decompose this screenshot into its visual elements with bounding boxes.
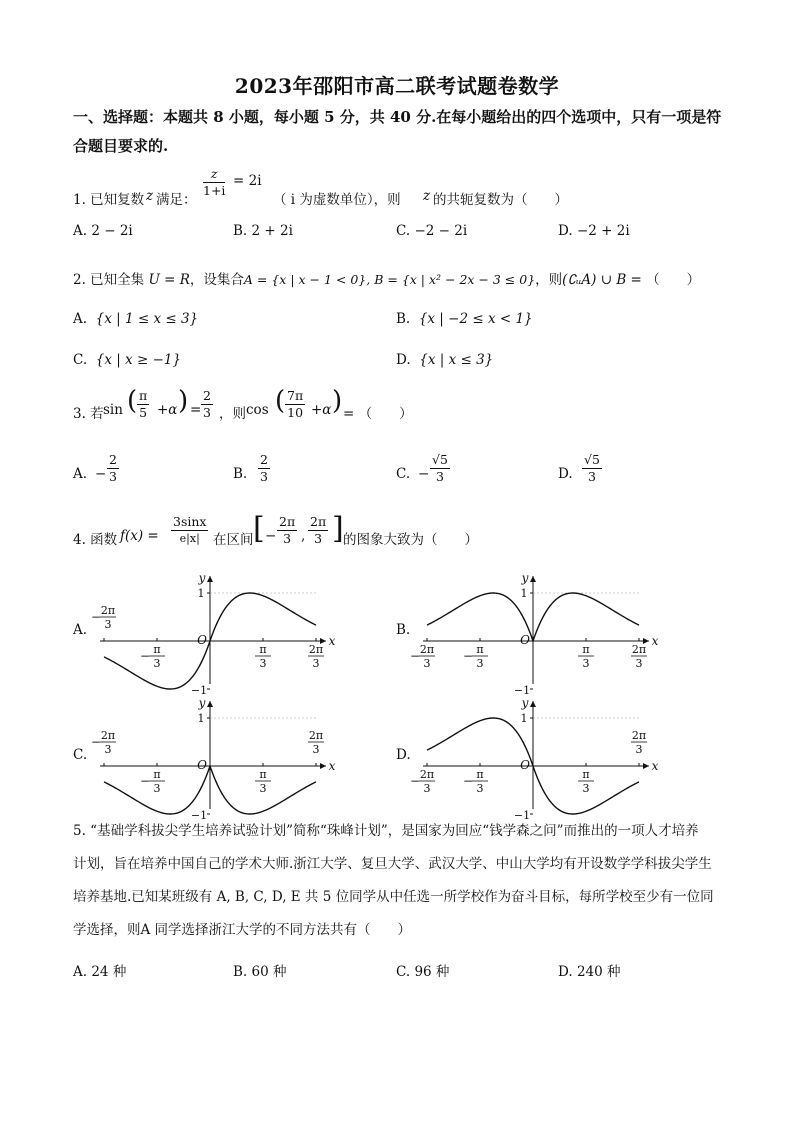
q4-fx: f(x) = bbox=[120, 528, 159, 544]
q1-frac-numerator: z bbox=[203, 166, 225, 183]
tick-denominator: 3 bbox=[476, 657, 484, 670]
graph-d-plot bbox=[410, 696, 659, 822]
option-text: 2 + 2i bbox=[251, 223, 293, 239]
q2-prefix: 2. 已知全集 bbox=[73, 272, 145, 288]
page-title: 2023年邵阳市高二联考试题卷数学 bbox=[234, 74, 560, 98]
q4-option-a-label[interactable]: A. bbox=[73, 622, 88, 638]
option-label: A. bbox=[73, 466, 88, 482]
tick-numerator: 2π bbox=[631, 729, 647, 742]
x-axis-arrow bbox=[320, 763, 326, 769]
tick-numerator: 2π bbox=[419, 643, 435, 656]
y-tick-label-neg1: −1 bbox=[513, 684, 531, 697]
tick-numerator: π bbox=[259, 768, 267, 781]
frac-denominator: e|x| bbox=[179, 532, 200, 545]
x-tick-label-pi3 bbox=[255, 768, 271, 795]
tick-numerator: 2π bbox=[308, 643, 324, 656]
tick-denominator: 3 bbox=[582, 657, 590, 670]
q2-sets: A = {x | x − 1 < 0}, B = {x | x² − 2x − 3 ≤ 0} bbox=[243, 272, 536, 287]
option-text: −2 − 2i bbox=[414, 223, 468, 239]
frac-numerator: 2π bbox=[279, 514, 296, 529]
x-tick-label-neg-pi3 bbox=[140, 643, 165, 670]
x-tick-label-neg-2pi3 bbox=[410, 768, 435, 795]
tick-numerator: π bbox=[259, 643, 267, 656]
q3-cos: cos bbox=[246, 402, 269, 418]
y-tick-label-neg1: −1 bbox=[190, 809, 208, 822]
option-fraction bbox=[582, 452, 602, 485]
q5-line-3: 培养基地.已知某班级有 A, B, C, D, E 共 5 位同学从中任选一所学校作为奋斗目标，每所学校至少有一位同 bbox=[73, 889, 714, 905]
x-tick-label-neg-2pi3 bbox=[410, 643, 435, 670]
tick-denominator: 3 bbox=[104, 743, 112, 756]
option-fraction bbox=[430, 452, 450, 485]
graph-a-plot bbox=[91, 571, 336, 697]
option-label: B. bbox=[233, 466, 248, 482]
q5-option-d[interactable] bbox=[558, 960, 621, 980]
option-label: A. bbox=[73, 311, 88, 327]
q2-paren: （ ） bbox=[646, 272, 701, 288]
tick-denominator: 3 bbox=[423, 782, 431, 795]
frac-denominator: 5 bbox=[139, 405, 148, 420]
tick-minus: − bbox=[409, 649, 421, 663]
q4-graph-b[interactable] bbox=[409, 568, 681, 697]
tick-minus: − bbox=[139, 774, 151, 788]
tick-denominator: 3 bbox=[153, 657, 161, 670]
frac-denominator: 3 bbox=[314, 531, 323, 546]
x-tick-label-2pi3 bbox=[308, 643, 324, 670]
q4-graph-d[interactable] bbox=[409, 693, 681, 822]
y-axis-label: y bbox=[521, 696, 529, 710]
frac-denominator: 10 bbox=[287, 405, 304, 420]
q4-graph-c[interactable] bbox=[88, 693, 358, 822]
option-label: D. bbox=[558, 466, 573, 482]
frac-numerator: 2 bbox=[109, 452, 117, 467]
y-tick-label-neg1: −1 bbox=[513, 809, 531, 822]
q4-lbracket: [ bbox=[253, 511, 265, 546]
x-axis-label: x bbox=[328, 759, 336, 773]
frac-denominator: 3 bbox=[435, 469, 444, 484]
q5-line-1: 5. “基础学科拔尖学生培养试验计划”简称“珠峰计划”，是国家为回应“钱学森之问”而推出的一项人才培养 bbox=[73, 823, 699, 839]
q3-rparen-2: ) bbox=[332, 386, 343, 416]
y-axis-label: y bbox=[198, 571, 206, 585]
option-text: 96 种 bbox=[414, 964, 450, 980]
q2-universal-set: U = R bbox=[148, 272, 190, 288]
q1-fraction bbox=[203, 166, 225, 199]
tick-denominator: 3 bbox=[153, 782, 161, 795]
q3-rparen: ) bbox=[178, 386, 189, 416]
origin-label: O bbox=[520, 633, 530, 647]
q5-line-4: 学选择，则A 同学选择浙江大学的不同方法共有（ ） bbox=[73, 922, 412, 938]
x-tick-label-pi3 bbox=[578, 643, 594, 670]
question-5 bbox=[73, 815, 728, 947]
origin-label: O bbox=[197, 633, 207, 647]
tick-minus: − bbox=[139, 649, 151, 663]
option-label: B. bbox=[233, 223, 248, 239]
q4-minus: − bbox=[265, 528, 277, 544]
q1-tail: 的共轭复数为（ ） bbox=[433, 192, 568, 208]
tick-numerator: π bbox=[582, 768, 590, 781]
option-label: A. bbox=[73, 964, 88, 980]
tick-denominator: 3 bbox=[312, 743, 320, 756]
tick-denominator: 3 bbox=[259, 657, 267, 670]
q3-lparen: ( bbox=[127, 386, 138, 416]
tick-numerator: π bbox=[476, 768, 484, 781]
q2-option-b[interactable] bbox=[396, 311, 533, 327]
section-heading: 一、选择题：本题共 8 小题，每小题 5 分，共 40 分.在每小题给出的四个选项中，只有一项是符合题目要求的. bbox=[73, 108, 722, 155]
option-fraction bbox=[107, 452, 119, 485]
y-axis-arrow bbox=[207, 576, 213, 582]
option-label: C. bbox=[396, 223, 411, 239]
frac-denominator: 3 bbox=[203, 405, 211, 420]
y-tick-label-1: 1 bbox=[520, 587, 528, 600]
q5-option-a[interactable] bbox=[73, 960, 126, 980]
tick-minus: − bbox=[409, 774, 421, 788]
x-tick-label-neg-2pi3 bbox=[91, 729, 116, 756]
q4-fraction bbox=[171, 514, 208, 547]
y-tick-label-neg1: −1 bbox=[190, 684, 208, 697]
x-tick-label-2pi3 bbox=[631, 643, 647, 670]
frac-numerator: 2 bbox=[260, 452, 268, 467]
q2-set-intro: ，设集合 bbox=[189, 272, 244, 288]
q2-expression: (∁ᵤA) ∪ B = bbox=[562, 272, 642, 288]
q5-option-b[interactable] bbox=[233, 960, 287, 980]
y-axis-arrow bbox=[530, 701, 536, 707]
q1-option-b[interactable] bbox=[233, 223, 293, 239]
frac-denominator: 3 bbox=[587, 469, 596, 484]
q1-z2: z bbox=[423, 188, 431, 204]
tick-minus: − bbox=[90, 735, 102, 749]
option-label: C. bbox=[396, 964, 411, 980]
tick-denominator: 3 bbox=[582, 782, 590, 795]
frac-denominator: 3 bbox=[260, 469, 268, 484]
option-label: B. bbox=[396, 311, 411, 327]
option-label: C. bbox=[73, 352, 88, 368]
x-axis-label: x bbox=[651, 634, 659, 648]
frac-numerator: 3sinx bbox=[173, 514, 207, 529]
x-tick-label-neg-pi3 bbox=[140, 768, 165, 795]
option-label: D. bbox=[558, 223, 573, 239]
q1-prefix: 1. 已知复数 bbox=[73, 192, 145, 208]
y-tick-label-1: 1 bbox=[197, 587, 205, 600]
tick-minus: − bbox=[90, 610, 102, 624]
frac-numerator: √5 bbox=[584, 452, 600, 467]
origin-label: O bbox=[197, 758, 207, 772]
q3-prefix: 3. 若 bbox=[73, 406, 104, 422]
y-axis-label: y bbox=[521, 571, 529, 585]
q4-option-d-label[interactable]: D. bbox=[396, 747, 411, 763]
q4-interval-right bbox=[308, 514, 328, 547]
option-label: A. bbox=[73, 223, 88, 239]
q3-mid: ，则 bbox=[219, 406, 246, 422]
graph-c-plot bbox=[91, 696, 336, 822]
option-text: 24 种 bbox=[91, 964, 127, 980]
option-text: 2 − 2i bbox=[91, 223, 133, 239]
x-axis-arrow bbox=[643, 763, 649, 769]
q1-option-c[interactable] bbox=[396, 223, 467, 239]
y-axis-arrow bbox=[207, 701, 213, 707]
q1-equals: = 2i bbox=[233, 173, 262, 189]
tick-denominator: 3 bbox=[312, 657, 320, 670]
tick-denominator: 3 bbox=[104, 618, 112, 631]
option-label: B. bbox=[233, 964, 248, 980]
origin-label: O bbox=[520, 758, 530, 772]
tick-numerator: 2π bbox=[419, 768, 435, 781]
tick-numerator: 2π bbox=[308, 729, 324, 742]
tick-denominator: 3 bbox=[635, 657, 643, 670]
x-tick-label-2pi3 bbox=[308, 729, 324, 756]
option-text: −2 + 2i bbox=[576, 223, 630, 239]
q1-option-a[interactable] bbox=[73, 223, 133, 239]
q4-mid: 在区间 bbox=[213, 532, 254, 548]
q4-option-b-label[interactable]: B. bbox=[396, 622, 411, 638]
option-label: D. bbox=[396, 352, 411, 368]
tick-numerator: π bbox=[153, 643, 161, 656]
tick-denominator: 3 bbox=[476, 782, 484, 795]
x-axis-label: x bbox=[328, 634, 336, 648]
graph-b-plot bbox=[410, 571, 659, 697]
tick-minus: − bbox=[462, 774, 474, 788]
q3-plus-alpha: +α bbox=[157, 402, 178, 418]
option-label: D. bbox=[558, 964, 573, 980]
option-text: {x | x ≤ 3} bbox=[419, 352, 494, 368]
frac-numerator: 7π bbox=[287, 388, 304, 403]
q3-frac-3 bbox=[285, 388, 305, 421]
q4-comma: , bbox=[301, 528, 306, 544]
frac-numerator: √5 bbox=[432, 452, 448, 467]
tick-numerator: π bbox=[582, 643, 590, 656]
q4-interval-left bbox=[277, 514, 297, 547]
x-tick-label-neg-pi3 bbox=[463, 643, 488, 670]
option-sign: − bbox=[95, 466, 107, 482]
option-text: {x | −2 ≤ x < 1} bbox=[418, 311, 533, 327]
q3-frac-1 bbox=[137, 388, 149, 421]
q2-option-d[interactable] bbox=[396, 352, 493, 368]
frac-denominator: 3 bbox=[109, 469, 117, 484]
question-2 bbox=[73, 268, 700, 288]
q4-graph-a[interactable] bbox=[88, 568, 358, 697]
tick-numerator: 2π bbox=[631, 643, 647, 656]
y-axis-arrow bbox=[530, 576, 536, 582]
y-tick-label-1: 1 bbox=[520, 712, 528, 725]
frac-numerator: π bbox=[139, 388, 148, 403]
q3-equals: = bbox=[190, 402, 202, 418]
q1-frac-denominator: 1+i bbox=[203, 183, 226, 198]
x-tick-label-pi3 bbox=[255, 643, 271, 670]
q4-prefix: 4. 函数 bbox=[73, 532, 118, 548]
option-label: C. bbox=[396, 466, 411, 482]
q2-tail: ，则 bbox=[535, 272, 563, 288]
q4-option-c-label[interactable]: C. bbox=[73, 747, 88, 763]
q1-satisfy: 满足： bbox=[156, 192, 197, 208]
option-sign: − bbox=[418, 466, 430, 482]
option-text: {x | 1 ≤ x ≤ 3} bbox=[95, 311, 199, 327]
q3-sin: sin bbox=[103, 402, 123, 418]
q2-option-c[interactable] bbox=[73, 352, 181, 368]
option-fraction bbox=[258, 452, 270, 485]
tick-numerator: 2π bbox=[100, 604, 116, 617]
q1-option-d[interactable] bbox=[558, 223, 630, 239]
q1-note: （ i 为虚数单位），则 bbox=[273, 192, 401, 208]
q3-frac-2 bbox=[201, 388, 213, 421]
x-tick-label-2pi3 bbox=[631, 729, 647, 756]
x-tick-label-pi3 bbox=[578, 768, 594, 795]
y-tick-label-1: 1 bbox=[197, 712, 205, 725]
tick-minus: − bbox=[462, 649, 474, 663]
q4-rbracket: ] bbox=[332, 511, 344, 546]
x-tick-label-neg-pi3 bbox=[463, 768, 488, 795]
x-tick-label-neg-2pi3 bbox=[91, 604, 116, 631]
option-text: 240 种 bbox=[576, 964, 621, 980]
tick-numerator: π bbox=[153, 768, 161, 781]
q4-tail: 的图象大致为（ ） bbox=[343, 532, 478, 548]
tick-denominator: 3 bbox=[259, 782, 267, 795]
frac-numerator: 2π bbox=[310, 514, 327, 529]
q3-tail: = （ ） bbox=[343, 406, 413, 422]
q3-plus-alpha-2: +α bbox=[311, 402, 332, 418]
option-text: {x | x ≥ −1} bbox=[95, 352, 182, 368]
q3-lparen-2: ( bbox=[275, 386, 286, 416]
q5-line-2: 计划，旨在培养中国自己的学术大师.浙江大学、复旦大学、武汉大学、中山大学均有开设数学学科拔尖学生 bbox=[73, 856, 712, 872]
q5-option-c[interactable] bbox=[396, 960, 449, 980]
tick-denominator: 3 bbox=[635, 743, 643, 756]
tick-numerator: π bbox=[476, 643, 484, 656]
tick-numerator: 2π bbox=[100, 729, 116, 742]
tick-denominator: 3 bbox=[423, 657, 431, 670]
y-axis-label: y bbox=[198, 696, 206, 710]
q2-option-a[interactable] bbox=[73, 311, 198, 327]
q1-z: z bbox=[146, 188, 154, 204]
frac-numerator: 2 bbox=[203, 388, 211, 403]
option-text: 60 种 bbox=[251, 964, 287, 980]
frac-denominator: 3 bbox=[283, 531, 292, 546]
x-axis-label: x bbox=[651, 759, 659, 773]
